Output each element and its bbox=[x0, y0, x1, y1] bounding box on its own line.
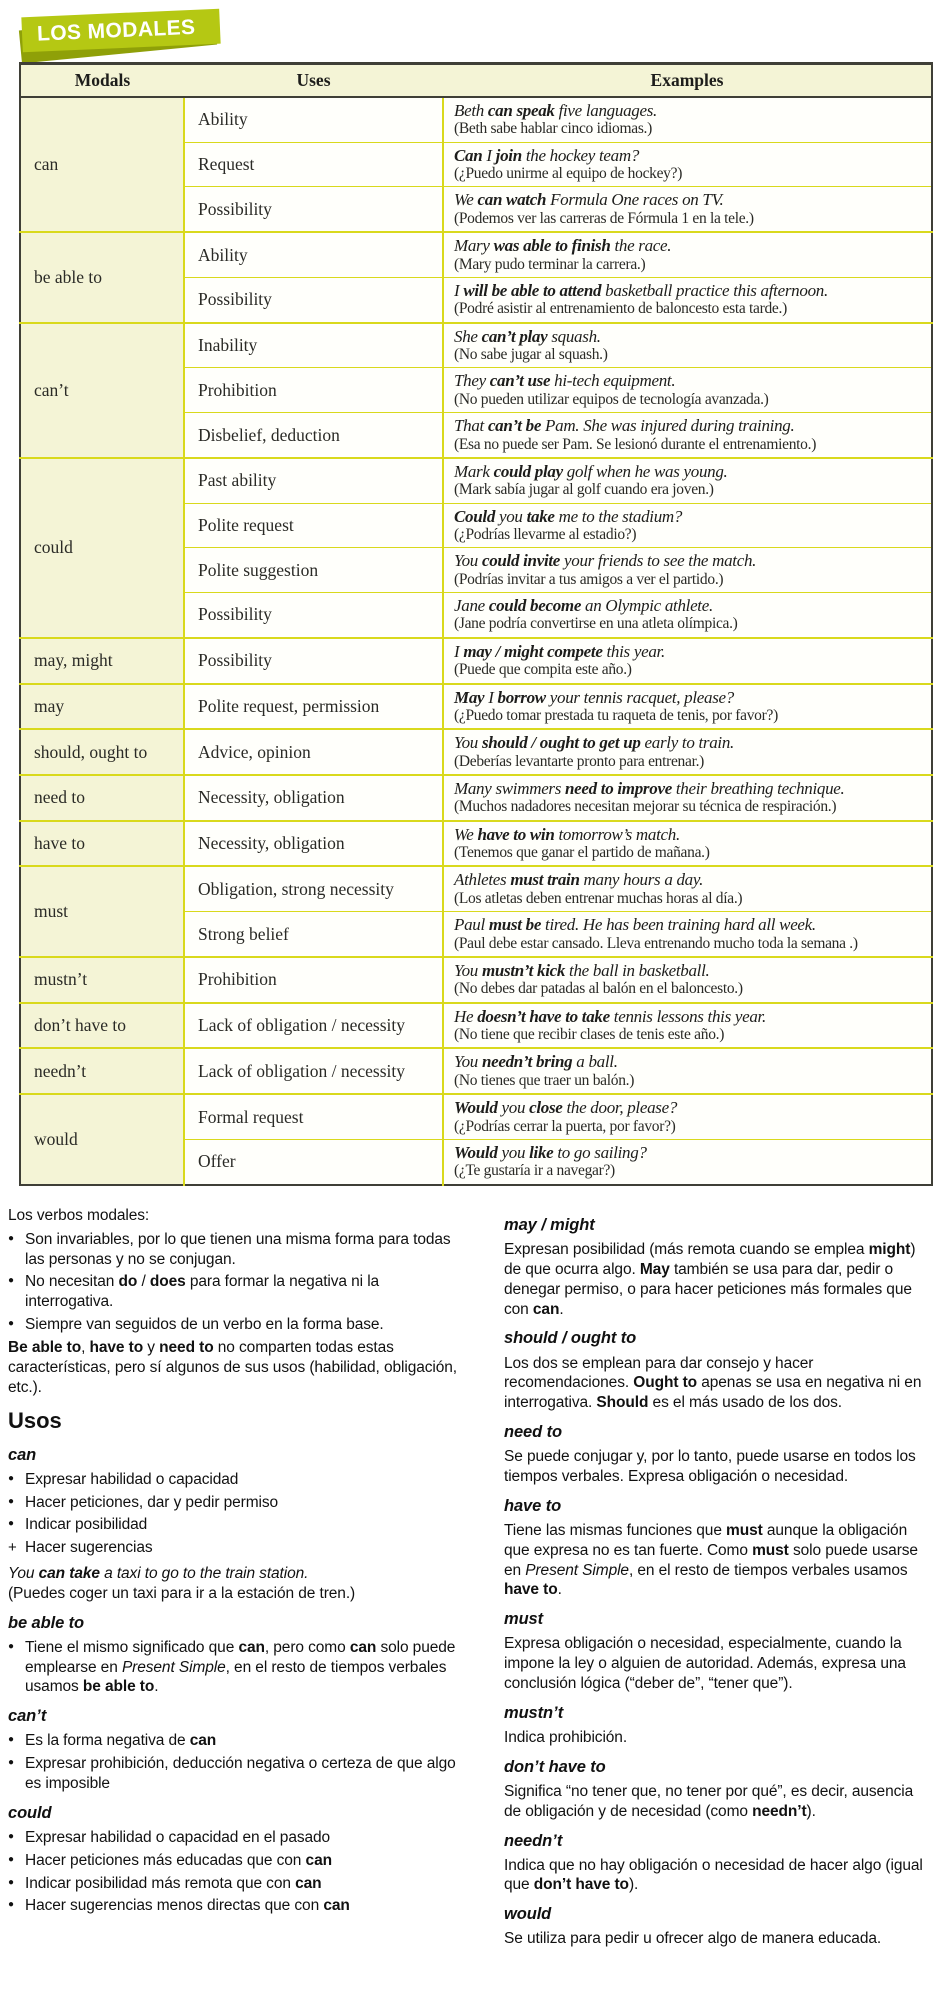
modal-cell: may bbox=[20, 684, 184, 730]
note-h3: should / ought to bbox=[504, 1329, 637, 1348]
note-example-en: You can take a taxi to go to the train station. bbox=[8, 1565, 309, 1583]
example-spanish-translation: (No pueden utilizar equipos de tecnología avanzada.) bbox=[454, 390, 769, 408]
use-cell: Inability bbox=[184, 323, 443, 368]
example-cell bbox=[443, 503, 932, 548]
notes-right-column bbox=[504, 1204, 932, 1955]
note-h3: can bbox=[8, 1445, 37, 1464]
table-row bbox=[20, 1094, 932, 1139]
use-cell: Necessity, obligation bbox=[184, 821, 443, 867]
note-bullet-plus bbox=[8, 1538, 460, 1558]
example-cell bbox=[443, 1094, 932, 1139]
use-cell: Lack of obligation / necessity bbox=[184, 1003, 443, 1049]
bullet-marker: ● bbox=[8, 1495, 14, 1507]
notes-section bbox=[8, 1204, 932, 1955]
note-bullet bbox=[8, 1515, 460, 1535]
example-spanish-translation: (No tiene que recibir clases de tenis este año.) bbox=[454, 1026, 725, 1044]
modal-cell: may, might bbox=[20, 638, 184, 684]
note-h3: may / might bbox=[504, 1216, 595, 1234]
note-intro: Los verbos modales: bbox=[8, 1207, 150, 1224]
modal-cell: would bbox=[20, 1094, 184, 1184]
bullet-marker: ● bbox=[8, 1757, 14, 1769]
modal-cell: don’t have to bbox=[20, 1003, 184, 1049]
example-english: We can watch Formula One races on TV. bbox=[454, 190, 724, 210]
example-spanish-translation: (Tenemos que ganar el partido de mañana.) bbox=[454, 844, 710, 862]
example-cell bbox=[443, 593, 932, 638]
note-bullet bbox=[8, 1638, 460, 1697]
note-para: Los dos se emplean para dar consejo y hacer recomendaciones. Ought to apenas se usa en negativa ni en interrogativa. Should es el más usado de los dos. bbox=[504, 1354, 922, 1412]
example-cell bbox=[443, 368, 932, 413]
bullet-text: Expresar habilidad o capacidad bbox=[25, 1470, 239, 1488]
bullet-text: Tiene el mismo significado que can, pero como can solo puede emplearse en Present Simple, en el resto de tiempos verbales usamos be able to. bbox=[25, 1638, 456, 1696]
example-spanish-translation: (Puede que compita este año.) bbox=[454, 661, 632, 679]
bullet-text: Hacer sugerencias menos directas que con can bbox=[25, 1897, 350, 1915]
example-spanish-translation: (Podrías invitar a tus amigos a ver el partido.) bbox=[454, 570, 724, 588]
note-bullet bbox=[8, 1315, 460, 1335]
example-cell bbox=[443, 323, 932, 368]
notes-left-column bbox=[8, 1204, 460, 1955]
note-h3: mustn’t bbox=[504, 1703, 564, 1722]
bullet-marker: ● bbox=[8, 1853, 14, 1865]
example-cell bbox=[443, 684, 932, 730]
bullet-text: Indicar posibilidad más remota que con can bbox=[25, 1874, 322, 1892]
bullet-text: Siempre van seguidos de un verbo en la forma base. bbox=[25, 1316, 384, 1334]
example-cell bbox=[443, 548, 932, 593]
note-bullet bbox=[8, 1493, 460, 1513]
modal-cell: can bbox=[20, 97, 184, 232]
example-spanish-translation: (¿Te gustaría ir a navegar?) bbox=[454, 1162, 615, 1180]
example-english: Many swimmers need to improve their breathing technique. bbox=[454, 779, 845, 799]
example-english: I may / might compete this year. bbox=[454, 641, 665, 661]
note-h3: could bbox=[8, 1803, 52, 1822]
note-h3: can’t bbox=[8, 1707, 47, 1726]
modal-cell: must bbox=[20, 866, 184, 956]
use-cell: Necessity, obligation bbox=[184, 775, 443, 821]
table-row bbox=[20, 232, 932, 277]
modals-table-body bbox=[20, 97, 932, 1185]
modals-table bbox=[19, 62, 933, 1186]
use-cell: Prohibition bbox=[184, 368, 443, 413]
bullet-text: No necesitan do / does para formar la negativa ni la interrogativa. bbox=[25, 1273, 380, 1311]
note-para: Se puede conjugar y, por lo tanto, puede usarse en todos los tiempos verbales. Expresa obligación o necesidad. bbox=[504, 1448, 916, 1485]
use-cell: Polite request bbox=[184, 503, 443, 548]
example-spanish-translation: (Jane podría convertirse en una atleta olímpica.) bbox=[454, 615, 738, 633]
example-cell bbox=[443, 912, 932, 957]
bullet-marker: ● bbox=[8, 1232, 14, 1244]
example-english: You needn’t bring a ball. bbox=[454, 1052, 618, 1072]
example-spanish-translation: (Beth sabe hablar cinco idiomas.) bbox=[454, 120, 652, 138]
example-cell bbox=[443, 458, 932, 503]
bullet-text: Hacer peticiones más educadas que con can bbox=[25, 1851, 332, 1869]
modal-cell: could bbox=[20, 458, 184, 638]
table-row bbox=[20, 821, 932, 867]
use-cell: Possibility bbox=[184, 593, 443, 638]
example-cell bbox=[443, 729, 932, 775]
note-para: Expresa obligación o necesidad, especialmente, cuando la impone la ley o alguien de autoridad. Además, expresa una conclusión lógica (“deber de”, “tener que”). bbox=[504, 1635, 906, 1692]
table-row bbox=[20, 1003, 932, 1049]
example-english: We have to win tomorrow’s match. bbox=[454, 824, 680, 844]
example-spanish-translation: (¿Puedo unirme al equipo de hockey?) bbox=[454, 165, 683, 183]
note-bullet bbox=[8, 1470, 460, 1490]
example-english: You should / ought to get up early to train. bbox=[454, 733, 734, 753]
modal-cell: need to bbox=[20, 775, 184, 821]
note-bullet bbox=[8, 1896, 460, 1916]
example-spanish-translation: (Mark sabía jugar al golf cuando era joven.) bbox=[454, 481, 714, 499]
example-english: Paul must be tired. He has been training hard all week. bbox=[454, 915, 816, 935]
title-banner bbox=[14, 4, 244, 64]
note-bullet bbox=[8, 1828, 460, 1848]
bullet-marker: ● bbox=[8, 1518, 14, 1530]
modal-cell: can’t bbox=[20, 323, 184, 458]
example-english: Athletes must train many hours a day. bbox=[454, 870, 704, 890]
note-para: Significa “no tener que, no tener por qué”, es decir, ausencia de obligación y de necesidad (como needn’t). bbox=[504, 1782, 914, 1820]
modal-cell: should, ought to bbox=[20, 729, 184, 775]
example-cell bbox=[443, 277, 932, 322]
example-cell bbox=[443, 1003, 932, 1049]
example-english: He doesn’t have to take tennis lessons this year. bbox=[454, 1006, 766, 1026]
use-cell: Advice, opinion bbox=[184, 729, 443, 775]
example-cell bbox=[443, 638, 932, 684]
table-row bbox=[20, 458, 932, 503]
bullet-text: Expresar habilidad o capacidad en el pasado bbox=[25, 1828, 331, 1846]
use-cell: Polite suggestion bbox=[184, 548, 443, 593]
modal-cell: have to bbox=[20, 821, 184, 867]
example-english: She can’t play squash. bbox=[454, 326, 601, 346]
note-bullet bbox=[8, 1731, 460, 1751]
column-header-examples: Examples bbox=[443, 64, 932, 98]
example-spanish-translation: (Podemos ver las carreras de Fórmula 1 en la tele.) bbox=[454, 209, 754, 227]
note-h3: would bbox=[504, 1905, 552, 1924]
note-para: Indica prohibición. bbox=[504, 1728, 628, 1746]
example-english: You could invite your friends to see the match. bbox=[454, 551, 757, 571]
note-para: Expresan posibilidad (más remota cuando se emplea might) de que ocurra algo. May también se usa para dar, pedir o denegar permiso, o para hacer peticiones más formales que con can. bbox=[504, 1241, 916, 1318]
example-cell bbox=[443, 187, 932, 232]
note-para: Indica que no hay obligación o necesidad de hacer algo (igual que don’t have to). bbox=[504, 1856, 923, 1894]
bullet-marker: ● bbox=[8, 1830, 14, 1842]
column-header-uses: Uses bbox=[184, 64, 443, 98]
example-spanish-translation: (¿Podrías cerrar la puerta, por favor?) bbox=[454, 1117, 676, 1135]
example-english: Would you like to go sailing? bbox=[454, 1142, 647, 1162]
column-header-modals: Modals bbox=[20, 64, 184, 98]
note-h3: must bbox=[504, 1610, 544, 1629]
bullet-marker: ● bbox=[8, 1472, 14, 1484]
example-english: May I borrow your tennis racquet, please? bbox=[454, 687, 734, 707]
bullet-marker: ● bbox=[8, 1899, 14, 1911]
example-english: Beth can speak five languages. bbox=[454, 101, 657, 120]
example-cell bbox=[443, 866, 932, 911]
note-bullet bbox=[8, 1754, 460, 1794]
use-cell: Disbelief, deduction bbox=[184, 413, 443, 458]
use-cell: Formal request bbox=[184, 1094, 443, 1139]
modal-cell: mustn’t bbox=[20, 957, 184, 1003]
use-cell: Possibility bbox=[184, 187, 443, 232]
use-cell: Strong belief bbox=[184, 912, 443, 957]
use-cell: Request bbox=[184, 142, 443, 187]
use-cell: Prohibition bbox=[184, 957, 443, 1003]
note-example-es: (Puedes coger un taxi para ir a la estación de tren.) bbox=[8, 1584, 356, 1602]
bullet-text: Son invariables, por lo que tienen una misma forma para todas las personas y no se conjugan. bbox=[25, 1230, 451, 1268]
note-bullet bbox=[8, 1851, 460, 1871]
bullet-text: Expresar prohibición, deducción negativa o certeza de que algo es imposible bbox=[25, 1755, 456, 1793]
use-cell: Polite request, permission bbox=[184, 684, 443, 730]
table-row bbox=[20, 775, 932, 821]
example-cell bbox=[443, 142, 932, 187]
example-english: They can’t use hi-tech equipment. bbox=[454, 371, 676, 391]
note-h3: have to bbox=[504, 1496, 562, 1515]
example-english: Mary was able to finish the race. bbox=[454, 236, 672, 256]
example-spanish-translation: (Los atletas deben entrenar muchas horas al día.) bbox=[454, 889, 743, 907]
example-english: Mark could play golf when he was young. bbox=[454, 461, 728, 481]
note-bullet bbox=[8, 1230, 460, 1270]
modals-table-header bbox=[20, 64, 932, 98]
example-spanish-translation: (Podré asistir al entrenamiento de baloncesto esta tarde.) bbox=[454, 300, 787, 318]
bullet-marker: ● bbox=[8, 1734, 14, 1746]
example-cell bbox=[443, 97, 932, 142]
modal-cell: be able to bbox=[20, 232, 184, 322]
bullet-marker: ● bbox=[8, 1275, 14, 1287]
example-spanish-translation: (¿Podrías llevarme al estadio?) bbox=[454, 525, 637, 543]
use-cell: Past ability bbox=[184, 458, 443, 503]
note-h3: needn’t bbox=[504, 1831, 563, 1850]
example-spanish-translation: (Esa no puede ser Pam. Se lesionó durante el entrenamiento.) bbox=[454, 435, 817, 453]
table-row bbox=[20, 729, 932, 775]
note-para: Be able to, have to y need to no comparten todas estas características, pero sí algunos de sus usos (habilidad, obligación, etc.). bbox=[8, 1338, 457, 1396]
example-english: Could you take me to the stadium? bbox=[454, 506, 683, 526]
use-cell: Offer bbox=[184, 1139, 443, 1184]
note-h3: don’t have to bbox=[504, 1757, 606, 1776]
table-row bbox=[20, 957, 932, 1003]
example-spanish-translation: (¿Puedo tomar prestada tu raqueta de tenis, por favor?) bbox=[454, 706, 778, 724]
bullet-marker: ● bbox=[8, 1876, 14, 1888]
note-bullet bbox=[8, 1874, 460, 1894]
use-cell: Obligation, strong necessity bbox=[184, 866, 443, 911]
use-cell: Ability bbox=[184, 97, 443, 142]
table-row bbox=[20, 1048, 932, 1094]
example-cell bbox=[443, 413, 932, 458]
plus-bullet-marker: + bbox=[8, 1539, 17, 1557]
table-row bbox=[20, 684, 932, 730]
table-row bbox=[20, 97, 932, 142]
example-english: Jane could become an Olympic athlete. bbox=[454, 596, 713, 616]
note-bullet bbox=[8, 1272, 460, 1312]
note-para: Tiene las mismas funciones que must aunque la obligación que expresa no es tan fuerte. Como must solo puede usarse en Present Simple, en el resto de tiempos verbales usamos have to. bbox=[504, 1521, 918, 1599]
use-cell: Possibility bbox=[184, 277, 443, 322]
example-cell bbox=[443, 775, 932, 821]
table-row bbox=[20, 638, 932, 684]
note-para: Se utiliza para pedir u ofrecer algo de manera educada. bbox=[504, 1930, 882, 1948]
example-spanish-translation: (Deberías levantarte pronto para entrenar.) bbox=[454, 752, 705, 770]
bullet-text: Es la forma negativa de can bbox=[25, 1732, 217, 1750]
page-title: LOS MODALES bbox=[21, 9, 220, 53]
example-cell bbox=[443, 821, 932, 867]
example-cell bbox=[443, 957, 932, 1003]
example-spanish-translation: (No sabe jugar al squash.) bbox=[454, 346, 608, 364]
modal-cell: needn’t bbox=[20, 1048, 184, 1094]
example-cell bbox=[443, 1048, 932, 1094]
example-english: That can’t be Pam. She was injured during training. bbox=[454, 416, 795, 436]
use-cell: Lack of obligation / necessity bbox=[184, 1048, 443, 1094]
example-english: You mustn’t kick the ball in basketball. bbox=[454, 960, 710, 980]
bullet-marker: ● bbox=[8, 1640, 14, 1652]
example-cell bbox=[443, 232, 932, 277]
example-english: Can I join the hockey team? bbox=[454, 145, 640, 165]
bullet-text: Hacer peticiones, dar y pedir permiso bbox=[25, 1493, 279, 1511]
example-spanish-translation: (No tienes que traer un balón.) bbox=[454, 1071, 635, 1089]
table-row bbox=[20, 323, 932, 368]
example-spanish-translation: (No debes dar patadas al balón en el baloncesto.) bbox=[454, 980, 743, 998]
bullet-text: Hacer sugerencias bbox=[25, 1539, 153, 1557]
note-h3: be able to bbox=[8, 1613, 85, 1632]
bullet-marker: ● bbox=[8, 1318, 14, 1330]
example-cell bbox=[443, 1139, 932, 1184]
example-english: Would you close the door, please? bbox=[454, 1098, 678, 1118]
use-cell: Possibility bbox=[184, 638, 443, 684]
example-spanish-translation: (Mary pudo terminar la carrera.) bbox=[454, 255, 646, 273]
example-spanish-translation: (Muchos nadadores necesitan mejorar su técnica de respiración.) bbox=[454, 798, 837, 816]
example-english: I will be able to attend basketball practice this afternoon. bbox=[454, 280, 828, 300]
bullet-text: Indicar posibilidad bbox=[25, 1516, 148, 1534]
use-cell: Ability bbox=[184, 232, 443, 277]
note-h3: need to bbox=[504, 1423, 562, 1442]
example-spanish-translation: (Paul debe estar cansado. Lleva entrenando mucho toda la semana .) bbox=[454, 934, 858, 952]
note-h2: Usos bbox=[8, 1408, 62, 1434]
table-row bbox=[20, 866, 932, 911]
